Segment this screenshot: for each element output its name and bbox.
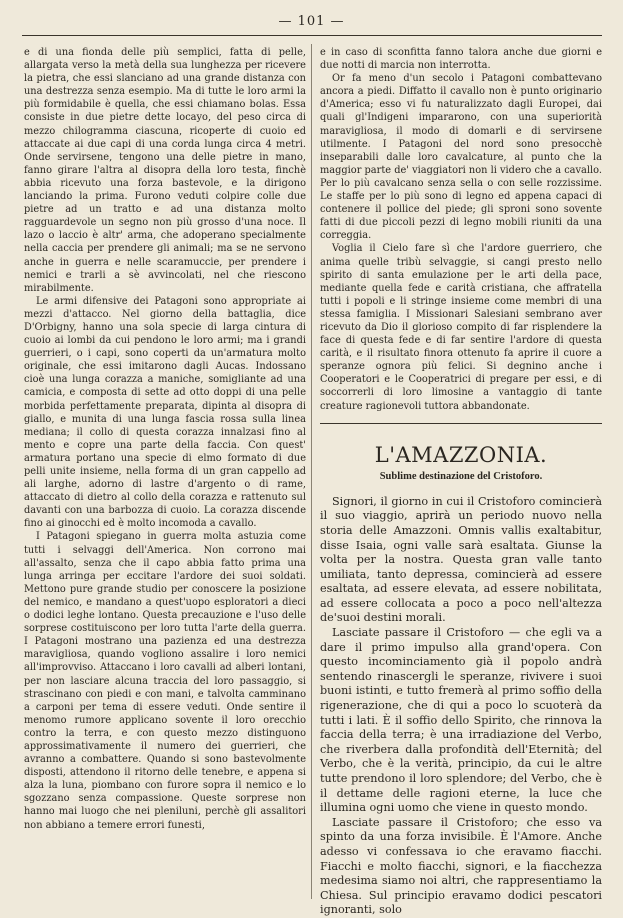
left-paragraph-2: Le armi difensive dei Patagoni sono appropriate ai mezzi d'attacco. Nel giorno della battaglia, dice D'Orbigny, hanno una sola specie di larga cintura di cuoio ai lombi da cui pendono le loro armi; ma i grandi guerrieri, o i capi, sono coperti da un'armatura molto originale, che essi imitarono dagli Aucas. Indossano cioè una lunga corazza a maniche, somigliante ad una camicia, e composta di sette ad otto doppi di una pelle morbida perfettamente preparata, dipinta al disopra di giallo, e munita di una lunga fascia rossa sulla linea mediana; il collo di questa corazza innalzasi fino al mento e copre una parte della faccia. Con quest' armatura portano una specie di elmo formato di due pelli unite insieme, nella forma di un gran cappello ad ali larghe, adorno di lastre d'argento o di rame, attaccato di dietro al collo della corazza e rattenuto sul davanti con una barbozza di cuoio. La corazza discende fino ai ginocchi ed è molto incomoda a cavallo. [24, 295, 306, 530]
left-column [24, 46, 306, 832]
section-rule [320, 423, 602, 424]
section-body [320, 495, 602, 918]
right-paragraph-2: Or fa meno d'un secolo i Patagoni combattevano ancora a piedi. Diffatto il cavallo non è punto originario d'America; esso vi fu naturalizzato dagli Europei, dai quali gl'Indigeni impararono, con una superiorità maravigliosa, il modo di domarli e di servirsene utilmente. I Patagoni del nord sono presocchè inseparabili dalle loro cavalcature, al punto che la maggior parte de' viaggiatori non li videro che a cavallo. Per lo più cavalcano senza sella o con selle rozzissime. Le staffe per lo più sono di legno ed appena capaci di contenere il pollice del piede; gli sproni sono sovente fatti di due piccoli pezzi di legno mobili riuniti da una correggia. [320, 73, 602, 242]
column-divider [311, 44, 312, 899]
section-paragraph-1: Signori, il giorno in cui il Cristoforo comincierà il suo viaggio, aprirà un periodo nuovo nella storia delle Amazzoni. Omnis vallis exaltabitur, disse Isaia, ogni valle sarà esaltata. Giunse la volta per la nostra. Questa gran valle tanto umiliata, tanto depressa, comincierà ad essere esaltata, ad essere elevata, ad essere nobilitata, ad essere collocata a poco a poco nell'altezza de'suoi destini morali. [320, 494, 602, 625]
page-number: — 101 — [278, 14, 345, 29]
right-paragraph-1: e in caso di sconfitta fanno talora anche due giorni e due notti di marcia non interrotta. [320, 47, 602, 72]
right-column [320, 46, 602, 918]
top-rule [22, 35, 602, 36]
right-paragraph-3: Voglia il Cielo fare sì che l'ardore guerriero, che anima quelle tribù selvaggie, si cangi presto nello spirito di santa emulazione per le arti della pace, mediante quella fede e carità cristiana, che affratella tutti i popoli e li stringe insieme come membri di una stessa famiglia. I Missionari Salesiani sembrano aver ricevuto da Dio il glorioso compito di far risplendere la face di questa fede e di far sentire l'ardore di questa carità, e il risultato finora ottenuto fa aprire il cuore a speranze ognora più felici. Si degnino anche i Cooperatori e le Cooperatrici di pregare per essi, e di soccorrerli di loro limosine a vantaggio di tante creature ragionevoli tuttora abbandonate. [320, 243, 602, 412]
section-paragraph-2: Lasciate passare il Cristoforo — che egli va a dare il primo impulso alla grand'opera. Con questo incominciamento già il popolo andrà sentendo rinascergli le speranze, rivivere i suoi buoni istinti, e tutto fremerà al primo soffio della rigenerazione, che di qui a poco lo scuoterà da tutti i lati. È il soffio dello Spirito, che rinnova la faccia della terra; è una irradiazione del Verbo, che riverbera dalla profondità dell'Eternità; del Verbo, che è la verità, principio, da cui le altre tutte prendono il loro splendore; del Verbo, che è il dettame delle ragioni eterne, la luce che illumina ogni uomo che viene in questo mondo. [320, 626, 602, 815]
section-title: L'AMAZZONIA. [374, 442, 548, 467]
section-subtitle: Sublime destinazione del Cristoforo. [379, 470, 543, 482]
left-paragraph-3: I Patagoni spiegano in guerra molta astuzia come tutti i selvaggi dell'America. Non corrono mai all'assalto, senza che il capo abbia fatto prima una lunga arringa per eccitare l'ardore dei suoi soldati. Mettono pure grande studio per conoscere la posizione del nemico, e mandano a quest'uopo esploratori a dieci o dodici leghe lontano. Questa precauzione e l'uso delle sorprese costituiscono per loro tutta l'arte della guerra. I Patagoni mostrano una pazienza ed una destrezza maravigliosa, quando vogliono assalire i loro nemici all'improvviso. Attaccano i loro cavalli ad alberi lontani, per non lasciare alcuna traccia del loro passaggio, si strascinano con piedi e con mani, e talvolta camminano a carponi per tema di essere veduti. Onde sentire il menomo rumore applicano sovente il loro orecchio contro la terra, e con questo mezzo distinguono approssimativamente il numero dei guerrieri, che avranno a combattere. Quando si sono bastevolmente disposti, attendono il ritorno delle tenebre, e appena si alza la luna, piombano con furore sopra il nemico e lo sgozzano senza compassione. Queste sorprese non hanno mai luogo che nei pleniluni, perchè gli assalitori non abbiano a temere errori funesti, [24, 531, 306, 831]
section-paragraph-3: Lasciate passare il Cristoforo; che esso va spinto da una forza invisibile. È l'Amore. Anche adesso vi confessava io che eravamo fiacchi. Fiacchi e molto fiacchi, signori, e la fiacchezza medesima siamo noi altri, che rappresentiamo la Chiesa. Sul principio eravamo dodici pescatori ignoranti, solo [320, 815, 602, 917]
left-paragraph-1: e di una fionda delle più semplici, fatta di pelle, allargata verso la metà della sua lunghezza per ricevere la pietra, che essi slanciano ad una grande distanza con una destrezza senza esempio. Ma di tutte le loro armi la più formidabile è quella, che essi chiamano bolas. Essa consiste in due pietre dette locayo, del peso circa di mezzo chilogramma ciascuna, ricoperte di cuoio ed attaccate ai due capi di una corda lunga circa 4 metri. Onde servirsene, tengono una delle pietre in mano, fanno girare l'altra al disopra della loro testa, finchè abbia ricevuto una forza bastevole, e la dirigono lanciando la prima. Furono veduti colpire colle due pietre ad un tratto e ad una distanza molto ragguardevole un segno non più grosso d'una noce. Il lazo o laccio è altr' arma, che adoperano specialmente nella caccia per prendere gli animali; ma se ne servono anche in guerra e nelle scaramuccie, per prendere i nemici e trarli a sè avvincolati, nel che riescono mirabilmente. [24, 47, 306, 294]
